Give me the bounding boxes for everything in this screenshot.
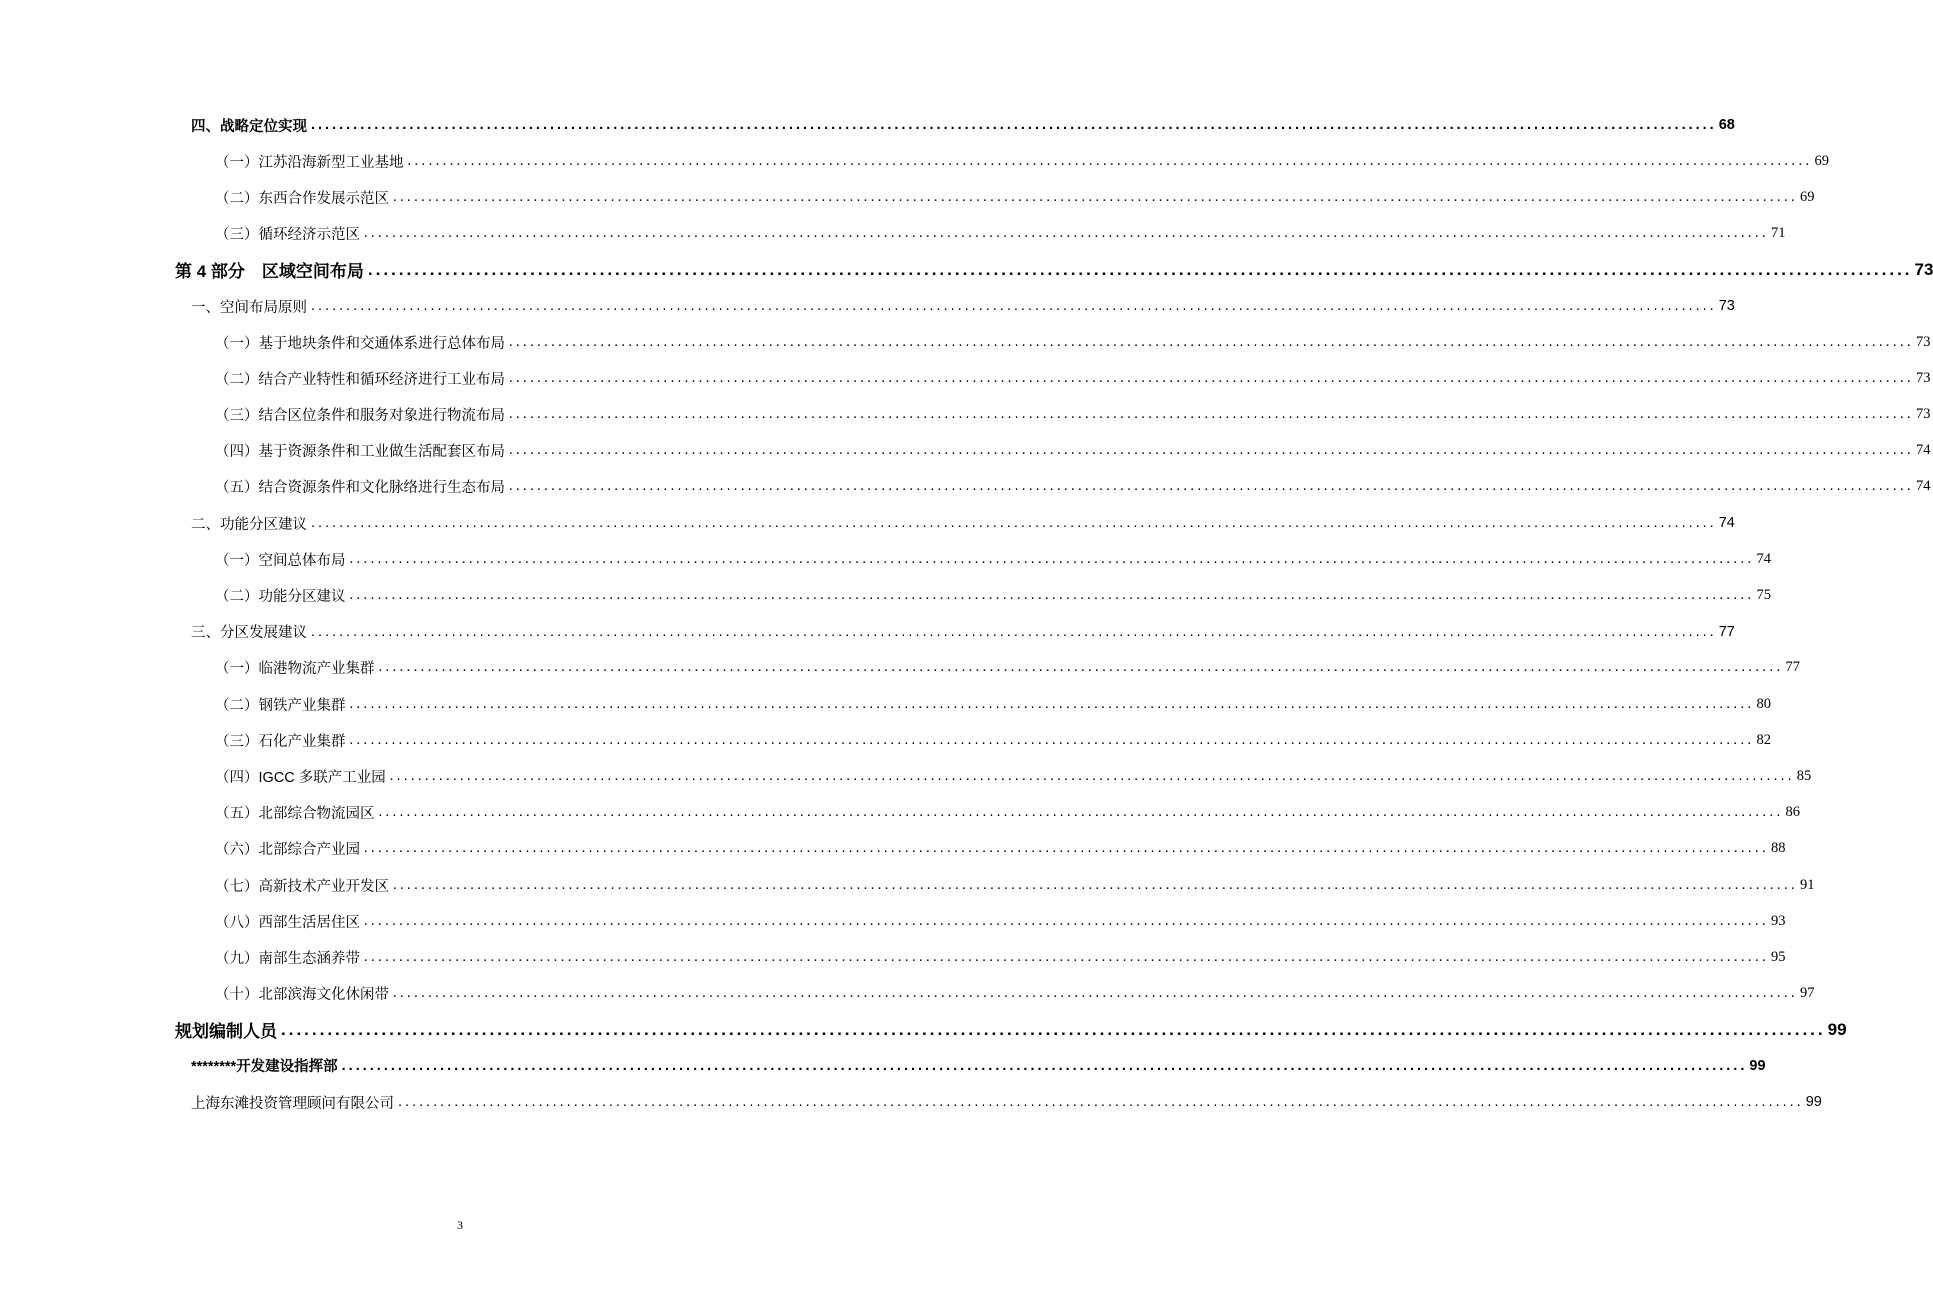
toc-entry-page: 74 [1916,478,1931,495]
toc-leader-dots: ........................................................................................................................................................................................................ [509,369,1914,386]
toc-entry-title: 三、分区发展建议 [191,625,307,642]
toc-leader-dots: ........................................................................................................................................................................................................ [393,876,1798,893]
toc-leader-dots: ........................................................................................................................................................................................................ [393,985,1798,1002]
toc-entry-page: 71 [1771,225,1786,242]
toc-entry-page: 69 [1814,152,1829,169]
toc-entry-title: 规划编制人员 [175,1022,277,1042]
toc-entry-title: （三）石化产业集群 [215,733,346,750]
toc-entry[interactable] [215,867,1815,903]
toc-entry-page: 93 [1771,912,1786,929]
toc-entry[interactable] [215,577,1771,613]
toc-entry-title: （一）江苏沿海新型工业基地 [215,154,404,171]
toc-entry-title: （八）西部生活居住区 [215,914,360,931]
toc-leader-dots: ........................................................................................................................................................................................................ [364,948,1769,965]
toc-entry-page: 74 [1718,515,1735,532]
toc-leader-dots: ........................................................................................................................................................................................................ [509,442,1914,459]
toc-leader-dots: ........................................................................................................................................................................................................ [281,1019,1826,1039]
toc-entry-title: （二）东西合作发展示范区 [215,190,389,207]
toc-entry-page: 74 [1916,442,1931,459]
toc-entry[interactable] [215,650,1800,686]
toc-leader-dots: ........................................................................................................................................................................................................ [364,840,1769,857]
toc-leader-dots: ........................................................................................................................................................................................................ [341,1057,1748,1074]
toc-entry-page: 80 [1756,695,1771,712]
toc-entry-title: （一）空间总体布局 [215,552,346,569]
toc-leader-dots: ........................................................................................................................................................................................................ [349,731,1755,748]
toc-entry[interactable] [215,397,1931,433]
toc-entry[interactable] [191,1084,1822,1120]
toc-entry-title: （六）北部综合产业园 [215,842,360,859]
toc-entry[interactable] [215,360,1931,396]
toc-entry-title: （四）IGCC 多联产工业园 [215,769,386,786]
toc-entry-page: 99 [1805,1094,1822,1111]
toc-leader-dots: ........................................................................................................................................................................................................ [364,225,1769,242]
toc-entry-title: ********开发建设指挥部 [191,1059,338,1076]
toc-entry[interactable] [215,216,1786,252]
toc-entry[interactable] [215,976,1815,1012]
toc-leader-dots: ........................................................................................................................................................................................................ [367,259,1913,279]
toc-entry-page: 97 [1800,985,1815,1002]
toc-leader-dots: ........................................................................................................................................................................................................ [311,515,1717,532]
toc-entry-title: （三）循环经济示范区 [215,227,360,244]
toc-entry-page: 73 [1718,298,1735,315]
table-of-contents [0,107,1933,1120]
toc-entry[interactable] [215,143,1829,179]
toc-entry-title: （十）北部滨海文化休闲带 [215,987,389,1004]
toc-entry-title: （二）结合产业特性和循环经济进行工业布局 [215,371,505,388]
toc-entry[interactable] [215,686,1771,722]
toc-entry-title: 一、空间布局原则 [191,299,307,316]
toc-entry[interactable] [191,288,1735,324]
toc-entry-page: 91 [1800,876,1815,893]
toc-entry-title: 上海东滩投资管理顾问有限公司 [191,1095,394,1112]
toc-entry-page: 73 [1916,333,1931,350]
toc-entry[interactable] [215,795,1800,831]
toc-entry-title: （五）北部综合物流园区 [215,806,375,823]
toc-entry[interactable] [191,107,1735,143]
toc-entry[interactable] [215,722,1771,758]
toc-entry[interactable] [215,939,1786,975]
toc-entry-title: 四、战略定位实现 [191,118,307,135]
toc-entry-page: 82 [1756,731,1771,748]
toc-entry[interactable] [175,252,1933,288]
toc-entry-page: 99 [1827,1019,1847,1039]
toc-entry-title: （二）钢铁产业集群 [215,697,346,714]
toc-leader-dots: ........................................................................................................................................................................................................ [378,804,1784,821]
toc-entry-title: （九）南部生态涵养带 [215,950,360,967]
toc-entry[interactable] [215,179,1815,215]
toc-leader-dots: ........................................................................................................................................................................................................ [349,695,1755,712]
toc-leader-dots: ........................................................................................................................................................................................................ [311,623,1717,640]
toc-leader-dots: ........................................................................................................................................................................................................ [311,117,1717,134]
toc-entry-page: 73 [1916,369,1931,386]
toc-entry[interactable] [215,758,1812,794]
toc-entry[interactable] [215,469,1931,505]
toc-entry-title: （四）基于资源条件和工业做生活配套区布局 [215,444,505,461]
toc-leader-dots: ........................................................................................................................................................................................................ [509,478,1914,495]
toc-entry-title: （一）基于地块条件和交通体系进行总体布局 [215,335,505,352]
toc-entry[interactable] [191,614,1735,650]
toc-leader-dots: ........................................................................................................................................................................................................ [349,550,1755,567]
toc-entry[interactable] [191,505,1735,541]
toc-entry-title: （五）结合资源条件和文化脉络进行生态布局 [215,480,505,497]
toc-leader-dots: ........................................................................................................................................................................................................ [349,587,1755,604]
toc-leader-dots: ........................................................................................................................................................................................................ [509,333,1914,350]
toc-leader-dots: ........................................................................................................................................................................................................ [393,188,1798,205]
toc-entry-title: （三）结合区位条件和服务对象进行物流布局 [215,408,505,425]
toc-entry-page: 75 [1756,587,1771,604]
toc-entry-page: 73 [1916,406,1931,423]
toc-entry-page: 74 [1756,550,1771,567]
toc-leader-dots: ........................................................................................................................................................................................................ [509,406,1914,423]
toc-entry-title: （一）临港物流产业集群 [215,661,375,678]
toc-entry-page: 86 [1785,804,1800,821]
toc-leader-dots: ........................................................................................................................................................................................................ [311,298,1717,315]
toc-entry-page: 99 [1749,1057,1766,1074]
toc-entry-title: （二）功能分区建议 [215,589,346,606]
toc-entry-page: 95 [1771,948,1786,965]
toc-entry-title: 第 4 部分 区域空间布局 [175,262,364,282]
toc-leader-dots: ........................................................................................................................................................................................................ [389,767,1795,784]
toc-leader-dots: ........................................................................................................................................................................................................ [378,659,1784,676]
toc-entry[interactable] [215,903,1786,939]
toc-entry[interactable] [191,1048,1766,1084]
toc-entry[interactable] [215,541,1771,577]
toc-entry-page: 68 [1718,117,1735,134]
toc-leader-dots: ........................................................................................................................................................................................................ [398,1094,1804,1111]
page-number: 3 [457,1218,463,1232]
toc-entry[interactable] [215,831,1786,867]
toc-entry[interactable] [175,1012,1847,1048]
toc-leader-dots: ........................................................................................................................................................................................................ [364,912,1769,929]
toc-entry-title: 二、功能分区建议 [191,516,307,533]
toc-entry-page: 88 [1771,840,1786,857]
toc-entry-page: 85 [1796,767,1812,784]
toc-entry[interactable] [215,324,1931,360]
toc-entry-title: （七）高新技术产业开发区 [215,878,389,895]
toc-entry-page: 77 [1718,623,1735,640]
toc-entry-page: 77 [1785,659,1800,676]
toc-entry[interactable] [215,433,1931,469]
toc-entry-page: 73 [1914,259,1933,279]
toc-leader-dots: ........................................................................................................................................................................................................ [407,152,1813,169]
toc-entry-page: 69 [1800,188,1815,205]
